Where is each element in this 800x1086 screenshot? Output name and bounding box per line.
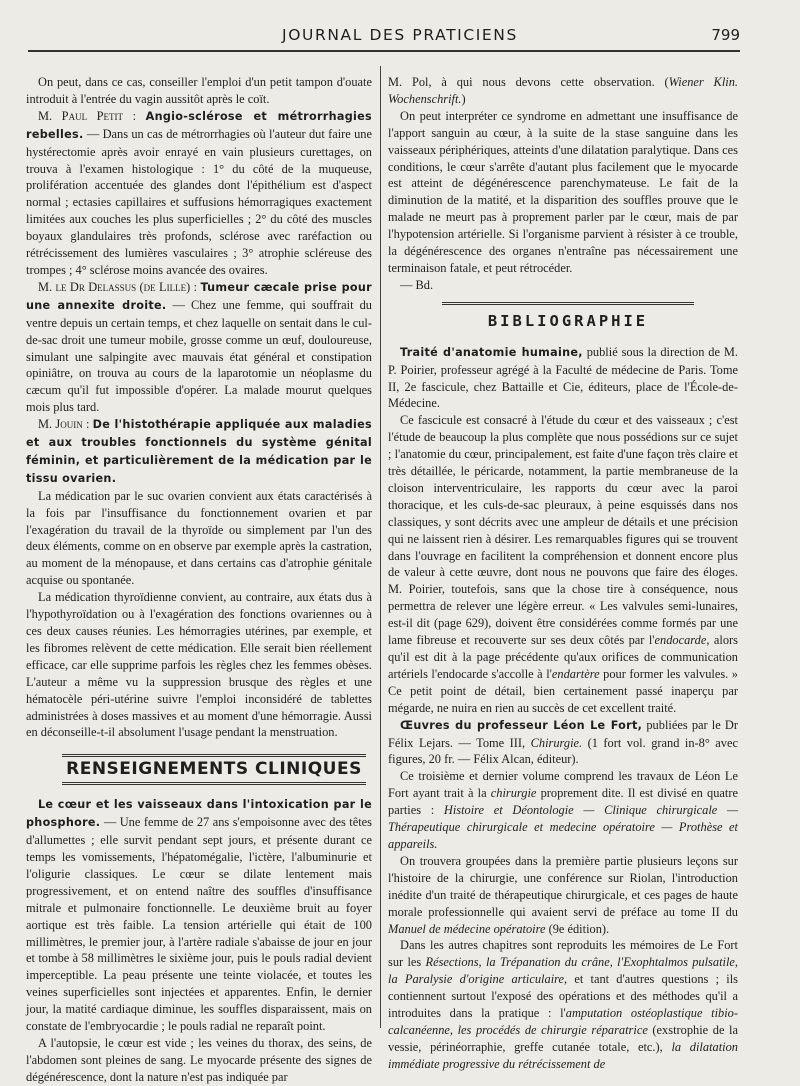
text-run: (1 fort vol. grand in-8° avec figures, 20 fr. — Félix Alcan, éditeur). xyxy=(388,735,738,767)
text-run: endartère xyxy=(551,666,600,681)
article-title: Le cœur et les vaisseaux dans l'intoxication par le phosphore. xyxy=(26,798,372,830)
text-run: chirurgie xyxy=(490,786,537,801)
text-run: M. Pol, à qui nous devons cette observation. ( xyxy=(388,75,669,89)
text-run: endocarde xyxy=(654,633,707,648)
text-run: Chirurgie. xyxy=(530,735,583,750)
article-title: De l'histothérapie appliquée aux maladies et aux troubles fonctionnels du système génital féminin, et particulièrement de la médication par le tissu ovarien. xyxy=(26,418,372,485)
right-column xyxy=(388,74,738,1073)
article-title: Tumeur cæcale prise pour une annexite droite. xyxy=(26,280,372,312)
paragraph: On peut, dans ce cas, conseiller l'emploi d'un petit tampon d'ouate introduit à l'entrée du vagin aussitôt après le coït. xyxy=(26,75,372,106)
paragraph xyxy=(388,768,738,853)
paragraph xyxy=(388,717,738,769)
paragraph xyxy=(388,344,738,413)
text-run: (exstrophie de la vessie, périnéorraphie, greffe cutanée totale, etc.), xyxy=(388,1022,738,1054)
section-title: RENSEIGNEMENTS CLINIQUES xyxy=(62,754,366,785)
paragraph xyxy=(26,796,372,1035)
paragraph: On peut interpréter ce syndrome en admettant une insuffisance de l'apport sanguin au cœur, à la suite de la stase sanguine dans les vaisseaux périphériques, atteints d'une dilatation paralytique. Dans ces conditions, le cœur s'arrête d'autant plus facilement que le myocarde est atteint de dégénérescence parenchymateuse. Le fait de la diminution de la matité, et la disparition des souffles prouve que le malade ne meurt pas à proprement parler par le cœur, mais de par l'hypotension artérielle. Si l'organisme parvient à résister à ce trouble, la dégénérescence des organes n'entraîne pas nécessairement une terminaison fatale, et peut rétrocéder. xyxy=(388,108,738,275)
section-title: BIBLIOGRAPHIE xyxy=(442,302,694,334)
citation: Wiener Klin. Wochenschrift. xyxy=(388,75,738,106)
author-name: M. Paul Petit : xyxy=(38,108,137,123)
text-run: (9e édition). xyxy=(545,921,610,936)
text-run: On trouvera groupées dans la première partie plusieurs leçons sur l'histoire de la chirurgie, une conférence sur Riolan, l'introduction inédite d'un traité de thérapeutique chirurgicale, et ces pages de haute morale professionnelle qui avaient servi de préface au tome II du xyxy=(388,853,738,919)
paragraph xyxy=(388,937,738,1072)
signature: — Bd. xyxy=(400,277,434,292)
article-body: — Une femme de 27 ans s'empoisonne avec des têtes d'allumettes ; elle survit pendant sept jours, et présente durant ce temps les vomissements, l'hépatomégalie, l'ictère, l'albuminurie et l'oligurie classiques. Le cœur se dilate lentement mais progressivement, et on entend naître des souffles d'insuffisance mitrale et pulmonaire fonctionnelle. Le deuxième bruit au foyer aortique est très faible. La tension artérielle qui était de 100 millimètres, le premier jour, à l'artère radiale s'abaisse de jour en jour et tombe à 58 millimètres le sixième jour, puis le pouls radial devient imperceptible. La peau présente une teinte violacée, et toutes les veines superficielles sont injectées et apparentes. Enfin, le dernier jour, la matité cardiaque diminue, les souffles disparaissent, mais on constate de l'embryocardie ; le pouls radial ne reparaît point. xyxy=(26,815,372,1034)
book-title: Traité d'anatomie humaine, xyxy=(400,345,583,359)
paragraph xyxy=(388,853,738,938)
article-body: publié sous la direction de M. P. Poirier, professeur agrégé à la Faculté de médecine de Paris. Tome II, 2e fascicule, chez Battaille et Cie, éditeurs, place de l'École-de-Médecine. xyxy=(388,344,738,411)
text-run: Résections, la Trépanation du crâne, l'Exophtalmos pulsatile, la Paralysie d'origine articulaire, xyxy=(388,955,738,987)
article-title: Angio-sclérose et métrorrhagies rebelles. xyxy=(26,109,372,141)
text-run: Dans les autres chapitres sont reproduits les mémoires de Le Fort sur les xyxy=(388,938,738,970)
text-run: Ce fascicule est consacré à l'étude du cœur et des vaisseaux ; c'est l'étude de beaucoup la plus complète que nous possédions sur ce sujet ; l'anatomie du cœur, principalement, est faite d'une façon très claire et très détaillée, le péricarde, notamment, la partie membraneuse de la cloison interventriculaire, les rapports du cœur avec la paroi thoracique, et les culs-de-sac pleuraux, à peine esquissés dans nos classiques, y sont décrits avec une ampleur de détails et une précision qui ne laissent rien à désirer. Les remarquables figures qui se trouvent dans l'ouvrage en facilitent la compréhension et donnent encore plus de valeur à cette œuvre, dont nous ne pouvons que faire des éloges. M. Poirier, toutefois, sans que la chose tire à conséquence, nous permettra de relever une légère erreur. « Les valvules semi-lunaires, est-il dit (page 629), doivent être considérées comme formés par une lame fibreuse et recouverte sur ses deux côtés par l' xyxy=(388,413,738,648)
page-number: 799 xyxy=(711,26,740,44)
journal-title: JOURNAL DES PRATICIENS xyxy=(282,26,518,44)
author-name: M. Jouin : xyxy=(38,417,90,432)
column-divider xyxy=(380,66,381,1028)
paragraph: La médication thyroïdienne convient, au contraire, aux états dus à l'hypothyroïdation ou à l'exagération des fonctions ovariennes ou à ces deux causes réunies. Les hémorragies utérines, par exemple, et les fibromes relèvent de cette médication. Elle serait bien réellement efficace, car elle supprime parfois les règles chez les femmes obèses. L'auteur a même vu la suppression brusque des règles et une hématocèle péri-utérine suivre l'emploi inconsidéré de tablettes administrées à doses massives et au moment d'une hémorragie. Aussi en déconseille-t-il absolument l'usage pendant la menstruation. xyxy=(26,590,372,740)
paragraph xyxy=(26,108,372,279)
article-body: — Dans un cas de métrorrhagies où l'auteur dut faire une hystérectomie après avoir enrayé en vain plusieurs curettages, on trouva à l'examen histologique : 1° du côté de la muqueuse, prolifération accentuée des glandes dont l'épithélium est d'aspect normal ; ectasies capillaires et suffusions hémorragiques exactement limitées aux couches les plus superficielles ; 2° du côté des muscles boyaux glandulaires très profonds, sclérose avec raréfaction ou rétrécissement des lumières vasculaires ; 3° atrophie scléreuse des trompes ; 4° sclérose moins avancée des ovaires. xyxy=(26,126,372,277)
left-column xyxy=(26,74,372,1086)
text-run: Ce troisième et dernier volume comprend les travaux de Léon Le Fort ayant trait à la xyxy=(388,769,738,801)
running-head xyxy=(0,22,800,46)
text-run: amputation ostéoplastique tibio-calcanéenne, les procédés de chirurgie réparatrice xyxy=(388,1006,738,1037)
paragraph xyxy=(388,74,738,108)
text-run: pour former les valvules. » Ce petit point de détail, bien certainement passé inaperçu par mégarde, ne nuira en rien au succès de cet excellent traité. xyxy=(388,666,738,715)
text-run: Manuel de médecine opératoire xyxy=(388,921,546,936)
text-run: la dilatation immédiate progressive du rétrécissement de xyxy=(388,1039,738,1071)
text-run: et tant d'autres questions ; ils contiennent surtout l'exposé des opérations et des méthodes qu'il a introduites dans la pratique : l' xyxy=(388,972,738,1021)
text-run: Histoire et Déontologie — Clinique chirurgicale — Thérapeutique chirurgicale et medecine opératoire — Prothèse et appareils. xyxy=(388,803,738,851)
paragraph xyxy=(388,412,738,716)
header-rule xyxy=(28,50,740,52)
article-body: — Chez une femme, qui souffrait du ventre depuis un certain temps, et chez laquelle on sentait dans le cul-de-sac droit une tumeur mobile, grosse comme un œuf, douloureuse, simulant une salpingite avec mauvais état général et constipation opiniâtre, on trouva au cours de la laparotomie un néoplasme du cæcum qu'il fut impossible d'opérer. La malade mourut quelques mois plus tard. xyxy=(26,297,372,415)
author-name: M. le Dr Delassus (de Lille) : xyxy=(38,279,198,294)
text-run: publiées par le Dr Félix Lejars. — Tome III, xyxy=(388,717,738,750)
paragraph xyxy=(26,416,372,488)
text-run: proprement dite. Il est divisé en quatre parties : xyxy=(388,786,738,818)
paragraph: A l'autopsie, le cœur est vide ; les veines du thorax, des seins, de l'abdomen sont pleines de sang. Le myocarde présente des signes de dégénérescence, dont la nature n'est pas indiquée par xyxy=(26,1035,372,1084)
text-run: , alors qu'il est dit à la page précédente qu'aux orifices de communication artériels l'endocarde s'accolle à l' xyxy=(388,633,739,681)
paragraph xyxy=(26,279,372,416)
text-run: ) xyxy=(461,91,466,106)
book-title: Œuvres du professeur Léon Le Fort, xyxy=(400,718,643,732)
paragraph: La médication par le suc ovarien convient aux états caractérisés à la fois par l'insuffisance du fonctionnement ovarien et par l'exagération du travail de la thyroïde ou simplement par l'un des deux éléments, comme on en observe par exemple après la castration, au moment de la ménopause, et dans certains cas d'atrophie génitale acquise ou spontanée. xyxy=(26,488,372,588)
